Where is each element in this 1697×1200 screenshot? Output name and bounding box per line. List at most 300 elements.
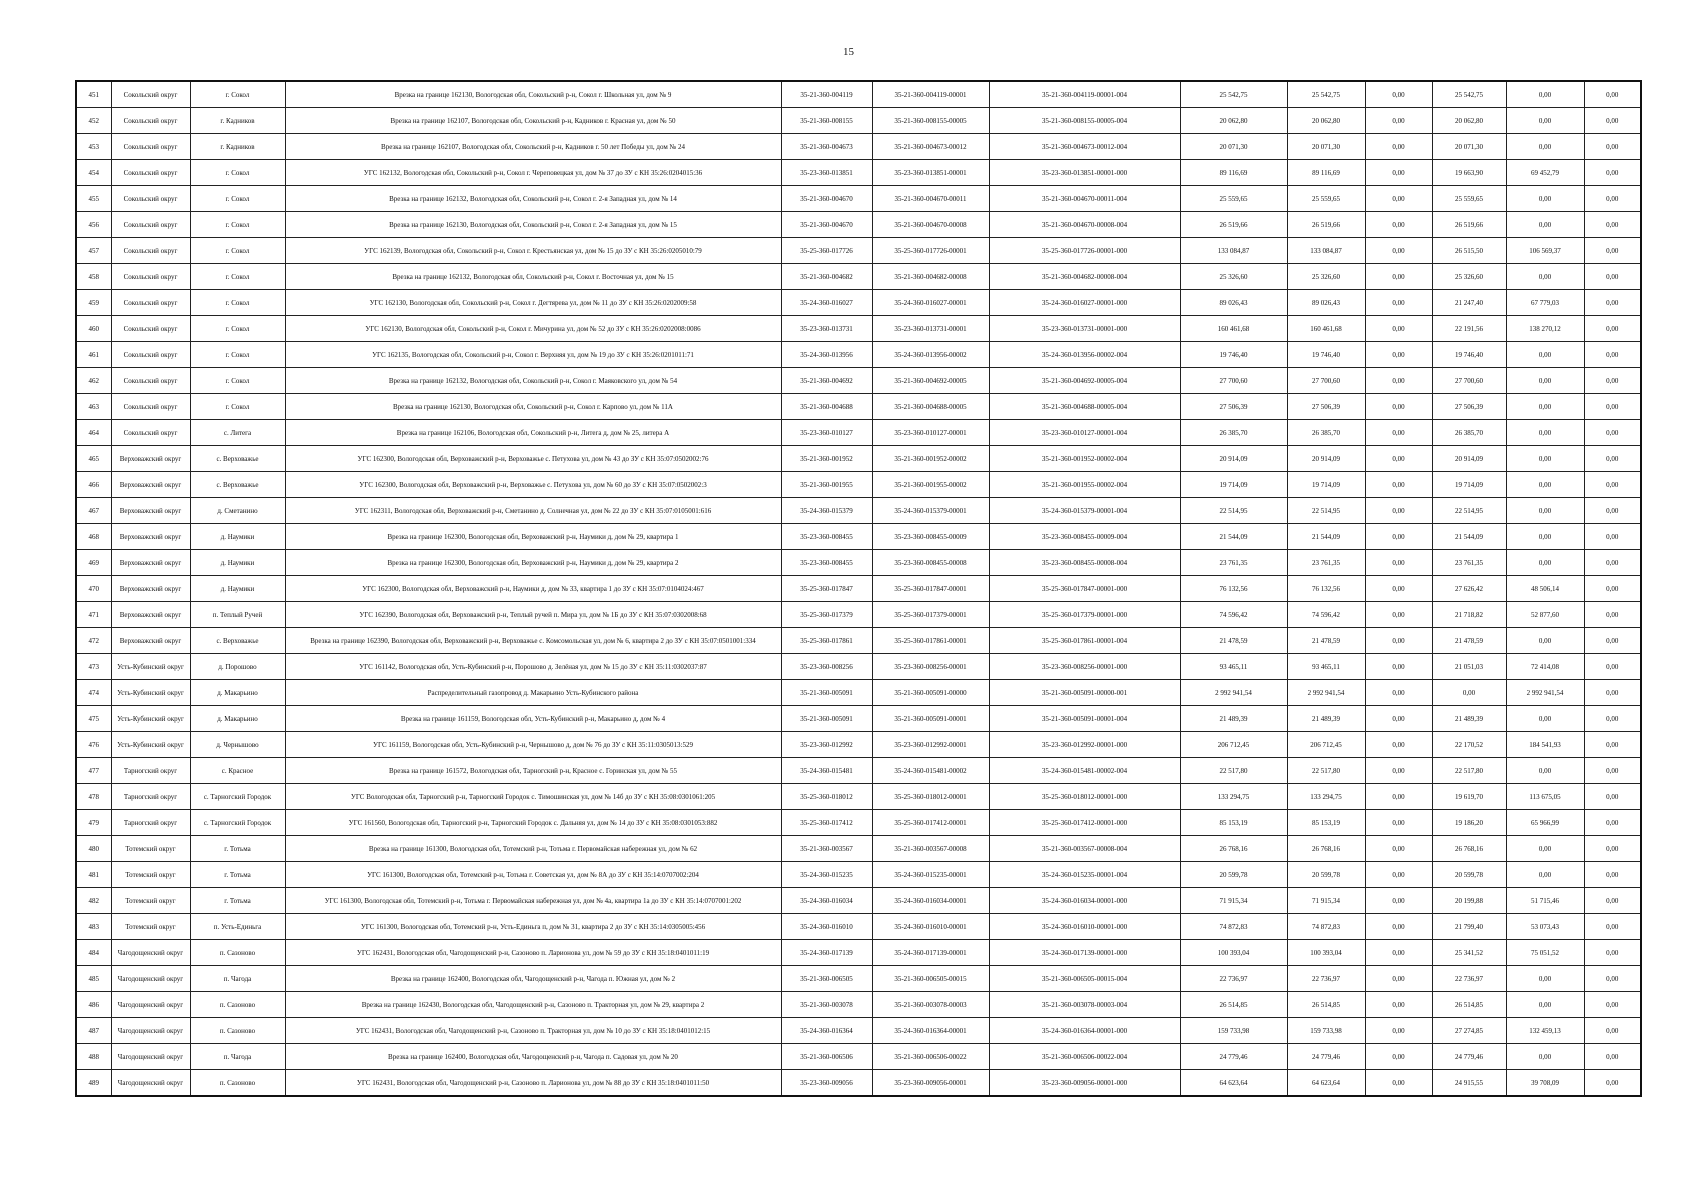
subobject-code-cell: 35-25-360-017847-00001: [872, 576, 989, 602]
work-code-cell: 35-25-360-017379-00001-000: [989, 602, 1180, 628]
cost-col-a-cell: 0,00: [1365, 888, 1432, 914]
cost-col-c-cell: 184 541,93: [1506, 732, 1584, 758]
settlement-cell: д. Наумики: [190, 550, 285, 576]
cost-col-b-cell: 21 247,40: [1432, 290, 1506, 316]
object-address-cell: УГС 162132, Вологодская обл, Сокольский р-н, Сокол г. Череповецкая ул, дом № 37 до ЗУ с КН 35:26:0204015:36: [285, 160, 781, 186]
object-address-cell: УГС 161560, Вологодская обл, Тарногский р-н, Тарногский Городок с. Дальняя ул, дом № 14 до ЗУ с КН 35:08:0301053:882: [285, 810, 781, 836]
cost-col-b-cell: 20 071,30: [1432, 134, 1506, 160]
cost-incl-cell: 26 514,85: [1287, 992, 1365, 1018]
settlement-cell: с. Верховажье: [190, 446, 285, 472]
object-code-cell: 35-25-360-018012: [781, 784, 872, 810]
cost-incl-cell: 19 746,40: [1287, 342, 1365, 368]
table-row: [76, 992, 1641, 1018]
district-cell: Усть-Кубинский округ: [111, 654, 190, 680]
object-address-cell: УГС 162431, Вологодская обл, Чагодощенский р-н, Сазоново п. Ларионова ул, дом № 59 до ЗУ с КН 35:18:0401011:19: [285, 940, 781, 966]
cost-col-a-cell: 0,00: [1365, 160, 1432, 186]
table-row: [76, 1070, 1641, 1097]
table-row: [76, 888, 1641, 914]
row-number-cell: 465: [76, 446, 111, 472]
cost-col-a-cell: 0,00: [1365, 706, 1432, 732]
cost-col-c-cell: 0,00: [1506, 524, 1584, 550]
subobject-code-cell: 35-21-360-004673-00012: [872, 134, 989, 160]
cost-col-c-cell: 72 414,08: [1506, 654, 1584, 680]
row-number-cell: 476: [76, 732, 111, 758]
subobject-code-cell: 35-23-360-013731-00001: [872, 316, 989, 342]
cost-col-b-cell: 22 736,97: [1432, 966, 1506, 992]
cost-incl-cell: 27 700,60: [1287, 368, 1365, 394]
cost-col-a-cell: 0,00: [1365, 264, 1432, 290]
total-cost-cell: 89 116,69: [1180, 160, 1287, 186]
table-row: [76, 758, 1641, 784]
work-code-cell: 35-23-360-012992-00001-000: [989, 732, 1180, 758]
object-address-cell: Врезка на границе 162132, Вологодская обл, Сокольский р-н, Сокол г. Восточная ул, дом № 15: [285, 264, 781, 290]
cost-incl-cell: 85 153,19: [1287, 810, 1365, 836]
cost-col-a-cell: 0,00: [1365, 316, 1432, 342]
cost-col-a-cell: 0,00: [1365, 342, 1432, 368]
cost-incl-cell: 20 071,30: [1287, 134, 1365, 160]
total-cost-cell: 20 071,30: [1180, 134, 1287, 160]
object-code-cell: 35-21-360-004673: [781, 134, 872, 160]
district-cell: Чагодощенский округ: [111, 992, 190, 1018]
cost-col-c-cell: 0,00: [1506, 212, 1584, 238]
total-cost-cell: 100 393,04: [1180, 940, 1287, 966]
work-code-cell: 35-21-360-004670-00011-004: [989, 186, 1180, 212]
row-number-cell: 487: [76, 1018, 111, 1044]
cost-incl-cell: 93 465,11: [1287, 654, 1365, 680]
row-number-cell: 473: [76, 654, 111, 680]
cost-col-d-cell: 0,00: [1584, 758, 1641, 784]
total-cost-cell: 19 714,09: [1180, 472, 1287, 498]
work-code-cell: 35-24-360-016027-00001-000: [989, 290, 1180, 316]
district-cell: Верховажский округ: [111, 472, 190, 498]
settlement-cell: г. Сокол: [190, 186, 285, 212]
object-code-cell: 35-24-360-015481: [781, 758, 872, 784]
object-address-cell: Врезка на границе 162400, Вологодская обл, Чагодощенский р-н, Чагода п. Южная ул, дом № 2: [285, 966, 781, 992]
cost-col-b-cell: 20 599,78: [1432, 862, 1506, 888]
cost-col-c-cell: 113 675,05: [1506, 784, 1584, 810]
work-code-cell: 35-21-360-006505-00015-004: [989, 966, 1180, 992]
cost-col-b-cell: 19 714,09: [1432, 472, 1506, 498]
cost-col-c-cell: 2 992 941,54: [1506, 680, 1584, 706]
table-row: [76, 810, 1641, 836]
cost-col-d-cell: 0,00: [1584, 784, 1641, 810]
cost-incl-cell: 21 489,39: [1287, 706, 1365, 732]
subobject-code-cell: 35-21-360-005091-00000: [872, 680, 989, 706]
work-code-cell: 35-21-360-005091-00000-001: [989, 680, 1180, 706]
cost-col-b-cell: 19 746,40: [1432, 342, 1506, 368]
cost-col-a-cell: 0,00: [1365, 914, 1432, 940]
district-cell: Сокольский округ: [111, 238, 190, 264]
object-address-cell: УГС 162300, Вологодская обл, Верховажский р-н, Верховажье с. Петухова ул, дом № 43 до ЗУ с КН 35:07:0502002:76: [285, 446, 781, 472]
total-cost-cell: 27 506,39: [1180, 394, 1287, 420]
work-code-cell: 35-24-360-015481-00002-004: [989, 758, 1180, 784]
cost-col-b-cell: 27 626,42: [1432, 576, 1506, 602]
table-row: [76, 706, 1641, 732]
cost-col-c-cell: 65 966,99: [1506, 810, 1584, 836]
cost-col-a-cell: 0,00: [1365, 524, 1432, 550]
cost-col-b-cell: 21 051,03: [1432, 654, 1506, 680]
object-address-cell: УГС 162431, Вологодская обл, Чагодощенский р-н, Сазоново п. Ларионова ул, дом № 88 до ЗУ с КН 35:18:0401011:50: [285, 1070, 781, 1097]
work-code-cell: 35-21-360-004119-00001-004: [989, 81, 1180, 108]
row-number-cell: 472: [76, 628, 111, 654]
settlement-cell: г. Кадников: [190, 108, 285, 134]
cost-col-d-cell: 0,00: [1584, 81, 1641, 108]
object-address-cell: Врезка на границе 162130, Вологодская обл, Сокольский р-н, Сокол г. Школьная ул, дом № 9: [285, 81, 781, 108]
object-address-cell: УГС 162300, Вологодская обл, Верховажский р-н, Верховажье с. Петухова ул, дом № 60 до ЗУ с КН 35:07:0502002:3: [285, 472, 781, 498]
work-code-cell: 35-24-360-016010-00001-000: [989, 914, 1180, 940]
work-code-cell: 35-25-360-017412-00001-000: [989, 810, 1180, 836]
row-number-cell: 486: [76, 992, 111, 1018]
cost-col-b-cell: 20 062,80: [1432, 108, 1506, 134]
district-cell: Сокольский округ: [111, 342, 190, 368]
cost-col-d-cell: 0,00: [1584, 108, 1641, 134]
table-row: [76, 394, 1641, 420]
district-cell: Усть-Кубинский округ: [111, 680, 190, 706]
cost-col-b-cell: 24 779,46: [1432, 1044, 1506, 1070]
row-number-cell: 489: [76, 1070, 111, 1097]
total-cost-cell: 23 761,35: [1180, 550, 1287, 576]
subobject-code-cell: 35-21-360-004670-00011: [872, 186, 989, 212]
cost-col-c-cell: 0,00: [1506, 186, 1584, 212]
settlement-cell: г. Сокол: [190, 342, 285, 368]
row-number-cell: 470: [76, 576, 111, 602]
cost-col-d-cell: 0,00: [1584, 732, 1641, 758]
cost-col-d-cell: 0,00: [1584, 966, 1641, 992]
cost-col-c-cell: 0,00: [1506, 394, 1584, 420]
table-row: [76, 472, 1641, 498]
cost-col-b-cell: 21 489,39: [1432, 706, 1506, 732]
table-row: [76, 134, 1641, 160]
district-cell: Чагодощенский округ: [111, 940, 190, 966]
cost-col-d-cell: 0,00: [1584, 316, 1641, 342]
cost-col-b-cell: 26 385,70: [1432, 420, 1506, 446]
cost-col-b-cell: 26 514,85: [1432, 992, 1506, 1018]
cost-col-c-cell: 138 270,12: [1506, 316, 1584, 342]
district-cell: Сокольский округ: [111, 160, 190, 186]
object-address-cell: УГС 162300, Вологодская обл, Верховажский р-н, Наумики д, дом № 33, квартира 1 до ЗУ с КН 35:07:0104024:467: [285, 576, 781, 602]
cost-incl-cell: 206 712,45: [1287, 732, 1365, 758]
cost-col-c-cell: 0,00: [1506, 342, 1584, 368]
row-number-cell: 467: [76, 498, 111, 524]
cost-col-b-cell: 25 341,52: [1432, 940, 1506, 966]
work-code-cell: 35-23-360-008455-00009-004: [989, 524, 1180, 550]
cost-col-d-cell: 0,00: [1584, 914, 1641, 940]
cost-col-a-cell: 0,00: [1365, 654, 1432, 680]
object-address-cell: Врезка на границе 162300, Вологодская обл, Верховажский р-н, Наумики д, дом № 29, квартира 2: [285, 550, 781, 576]
cost-col-d-cell: 0,00: [1584, 420, 1641, 446]
work-code-cell: 35-23-360-009056-00001-000: [989, 1070, 1180, 1097]
total-cost-cell: 21 489,39: [1180, 706, 1287, 732]
cost-col-d-cell: 0,00: [1584, 1044, 1641, 1070]
cost-col-d-cell: 0,00: [1584, 550, 1641, 576]
district-cell: Верховажский округ: [111, 446, 190, 472]
cost-incl-cell: 23 761,35: [1287, 550, 1365, 576]
table-row: [76, 186, 1641, 212]
cost-col-a-cell: 0,00: [1365, 966, 1432, 992]
cost-incl-cell: 64 623,64: [1287, 1070, 1365, 1097]
object-code-cell: 35-21-360-004682: [781, 264, 872, 290]
table-row: [76, 446, 1641, 472]
cost-incl-cell: 71 915,34: [1287, 888, 1365, 914]
cost-col-b-cell: 24 915,55: [1432, 1070, 1506, 1097]
work-code-cell: 35-23-360-013851-00001-000: [989, 160, 1180, 186]
row-number-cell: 481: [76, 862, 111, 888]
cost-col-d-cell: 0,00: [1584, 290, 1641, 316]
table-row: [76, 602, 1641, 628]
cost-col-d-cell: 0,00: [1584, 498, 1641, 524]
settlement-cell: д. Чернышово: [190, 732, 285, 758]
total-cost-cell: 2 992 941,54: [1180, 680, 1287, 706]
object-address-cell: Врезка на границе 162132, Вологодская обл, Сокольский р-н, Сокол г. 2-я Западная ул, дом № 14: [285, 186, 781, 212]
table-row: [76, 81, 1641, 108]
object-code-cell: 35-21-360-004692: [781, 368, 872, 394]
subobject-code-cell: 35-23-360-012992-00001: [872, 732, 989, 758]
row-number-cell: 452: [76, 108, 111, 134]
work-code-cell: 35-21-360-006506-00022-004: [989, 1044, 1180, 1070]
object-address-cell: Врезка на границе 162132, Вологодская обл, Сокольский р-н, Сокол г. Маяковского ул, дом № 54: [285, 368, 781, 394]
object-address-cell: УГС 162311, Вологодская обл, Верховажский р-н, Сметанино д. Солнечная ул, дом № 22 до ЗУ с КН 35:07:0105001:616: [285, 498, 781, 524]
cost-col-b-cell: 26 515,50: [1432, 238, 1506, 264]
object-address-cell: Врезка на границе 162107, Вологодская обл, Сокольский р-н, Кадников г. Красная ул, дом № 50: [285, 108, 781, 134]
row-number-cell: 478: [76, 784, 111, 810]
work-code-cell: 35-25-360-017847-00001-000: [989, 576, 1180, 602]
subobject-code-cell: 35-21-360-001955-00002: [872, 472, 989, 498]
work-code-cell: 35-25-360-017726-00001-000: [989, 238, 1180, 264]
row-number-cell: 474: [76, 680, 111, 706]
object-address-cell: УГС 161159, Вологодская обл, Усть-Кубинский р-н, Чернышово д, дом № 76 до ЗУ с КН 35:11:0305013:529: [285, 732, 781, 758]
subobject-code-cell: 35-24-360-015379-00001: [872, 498, 989, 524]
cost-col-d-cell: 0,00: [1584, 160, 1641, 186]
subobject-code-cell: 35-23-360-010127-00001: [872, 420, 989, 446]
cost-col-c-cell: 69 452,79: [1506, 160, 1584, 186]
work-code-cell: 35-21-360-004688-00005-004: [989, 394, 1180, 420]
cost-col-a-cell: 0,00: [1365, 238, 1432, 264]
total-cost-cell: 26 514,85: [1180, 992, 1287, 1018]
row-number-cell: 488: [76, 1044, 111, 1070]
settlement-cell: с. Верховажье: [190, 628, 285, 654]
cost-col-a-cell: 0,00: [1365, 498, 1432, 524]
table-row: [76, 576, 1641, 602]
cost-col-a-cell: 0,00: [1365, 576, 1432, 602]
object-code-cell: 35-24-360-016010: [781, 914, 872, 940]
total-cost-cell: 160 461,68: [1180, 316, 1287, 342]
total-cost-cell: 25 542,75: [1180, 81, 1287, 108]
cost-incl-cell: 25 559,65: [1287, 186, 1365, 212]
cost-col-b-cell: 20 199,88: [1432, 888, 1506, 914]
cost-col-d-cell: 0,00: [1584, 628, 1641, 654]
subobject-code-cell: 35-21-360-008155-00005: [872, 108, 989, 134]
cost-col-d-cell: 0,00: [1584, 186, 1641, 212]
subobject-code-cell: 35-21-360-006505-00015: [872, 966, 989, 992]
settlement-cell: г. Сокол: [190, 264, 285, 290]
cost-col-b-cell: 21 544,09: [1432, 524, 1506, 550]
cost-incl-cell: 20 599,78: [1287, 862, 1365, 888]
cost-col-c-cell: 0,00: [1506, 992, 1584, 1018]
district-cell: Сокольский округ: [111, 108, 190, 134]
row-number-cell: 456: [76, 212, 111, 238]
settlement-cell: г. Сокол: [190, 368, 285, 394]
cost-col-d-cell: 0,00: [1584, 888, 1641, 914]
subobject-code-cell: 35-24-360-015235-00001: [872, 862, 989, 888]
object-code-cell: 35-23-360-013851: [781, 160, 872, 186]
cost-col-d-cell: 0,00: [1584, 1018, 1641, 1044]
cost-col-d-cell: 0,00: [1584, 810, 1641, 836]
object-address-cell: УГС 162431, Вологодская обл, Чагодощенский р-н, Сазоново п. Тракторная ул, дом № 10 до ЗУ с КН 35:18:0401012:15: [285, 1018, 781, 1044]
row-number-cell: 466: [76, 472, 111, 498]
cost-col-b-cell: 22 514,95: [1432, 498, 1506, 524]
object-code-cell: 35-21-360-005091: [781, 706, 872, 732]
object-code-cell: 35-21-360-004688: [781, 394, 872, 420]
cost-incl-cell: 26 385,70: [1287, 420, 1365, 446]
subobject-code-cell: 35-23-360-009056-00001: [872, 1070, 989, 1097]
subobject-code-cell: 35-23-360-008455-00009: [872, 524, 989, 550]
subobject-code-cell: 35-21-360-005091-00001: [872, 706, 989, 732]
work-code-cell: 35-23-360-013731-00001-000: [989, 316, 1180, 342]
object-address-cell: УГС Вологодская обл, Тарногский р-н, Тарногский Городок с. Тимошинская ул, дом № 14б до ЗУ с КН 35:08:0301061:205: [285, 784, 781, 810]
district-cell: Чагодощенский округ: [111, 1044, 190, 1070]
object-code-cell: 35-24-360-017139: [781, 940, 872, 966]
cost-col-a-cell: 0,00: [1365, 394, 1432, 420]
settlement-cell: с. Литега: [190, 420, 285, 446]
cost-col-c-cell: 0,00: [1506, 706, 1584, 732]
cost-col-c-cell: 39 708,09: [1506, 1070, 1584, 1097]
cost-col-b-cell: 25 559,65: [1432, 186, 1506, 212]
settlement-cell: п. Сазоново: [190, 1018, 285, 1044]
district-cell: Сокольский округ: [111, 212, 190, 238]
cost-col-c-cell: 0,00: [1506, 628, 1584, 654]
cost-col-c-cell: 53 073,43: [1506, 914, 1584, 940]
object-address-cell: Врезка на границе 161572, Вологодская обл, Тарногский р-н, Красное с. Горинская ул, дом № 55: [285, 758, 781, 784]
table-row: [76, 108, 1641, 134]
work-code-cell: 35-21-360-001952-00002-004: [989, 446, 1180, 472]
settlement-cell: г. Сокол: [190, 316, 285, 342]
cost-incl-cell: 26 519,66: [1287, 212, 1365, 238]
object-code-cell: 35-23-360-009056: [781, 1070, 872, 1097]
work-code-cell: 35-21-360-008155-00005-004: [989, 108, 1180, 134]
settlement-cell: г. Сокол: [190, 290, 285, 316]
row-number-cell: 484: [76, 940, 111, 966]
cost-col-d-cell: 0,00: [1584, 602, 1641, 628]
settlement-cell: д. Макарьино: [190, 706, 285, 732]
cost-col-c-cell: 0,00: [1506, 134, 1584, 160]
work-code-cell: 35-24-360-015379-00001-004: [989, 498, 1180, 524]
cost-col-a-cell: 0,00: [1365, 940, 1432, 966]
cost-col-c-cell: 0,00: [1506, 1044, 1584, 1070]
subobject-code-cell: 35-24-360-017139-00001: [872, 940, 989, 966]
settlement-cell: д. Наумики: [190, 576, 285, 602]
object-address-cell: УГС 161300, Вологодская обл, Тотемский р-н, Усть-Единьга п, дом № 31, квартира 2 до ЗУ с КН 35:14:0305005:456: [285, 914, 781, 940]
work-code-cell: 35-24-360-016034-00001-000: [989, 888, 1180, 914]
total-cost-cell: 20 599,78: [1180, 862, 1287, 888]
cost-col-d-cell: 0,00: [1584, 472, 1641, 498]
subobject-code-cell: 35-21-360-004692-00005: [872, 368, 989, 394]
cost-incl-cell: 21 478,59: [1287, 628, 1365, 654]
cost-col-c-cell: 0,00: [1506, 420, 1584, 446]
cost-incl-cell: 74 596,42: [1287, 602, 1365, 628]
cost-col-c-cell: 48 506,14: [1506, 576, 1584, 602]
object-address-cell: УГС 161300, Вологодская обл, Тотемский р-н, Тотьма г. Первомайская набережная ул, дом № 4а, квартира 1а до ЗУ с КН 35:14:0707001:202: [285, 888, 781, 914]
cost-col-d-cell: 0,00: [1584, 342, 1641, 368]
settlement-cell: г. Сокол: [190, 160, 285, 186]
subobject-code-cell: 35-23-360-008256-00001: [872, 654, 989, 680]
total-cost-cell: 22 514,95: [1180, 498, 1287, 524]
total-cost-cell: 25 559,65: [1180, 186, 1287, 212]
subobject-code-cell: 35-21-360-004688-00005: [872, 394, 989, 420]
row-number-cell: 457: [76, 238, 111, 264]
cost-col-d-cell: 0,00: [1584, 446, 1641, 472]
cost-col-c-cell: 0,00: [1506, 498, 1584, 524]
cost-col-c-cell: 106 569,37: [1506, 238, 1584, 264]
subobject-code-cell: 35-23-360-013851-00001: [872, 160, 989, 186]
cost-col-a-cell: 0,00: [1365, 602, 1432, 628]
object-address-cell: УГС 162130, Вологодская обл, Сокольский р-н, Сокол г. Дегтярева ул, дом № 11 до ЗУ с КН 35:26:0202009:58: [285, 290, 781, 316]
cost-col-d-cell: 0,00: [1584, 940, 1641, 966]
settlement-cell: д. Наумики: [190, 524, 285, 550]
settlement-cell: п. Теплый Ручей: [190, 602, 285, 628]
cost-col-b-cell: 19 663,90: [1432, 160, 1506, 186]
row-number-cell: 451: [76, 81, 111, 108]
total-cost-cell: 24 779,46: [1180, 1044, 1287, 1070]
object-code-cell: 35-21-360-003567: [781, 836, 872, 862]
cost-col-d-cell: 0,00: [1584, 264, 1641, 290]
cost-incl-cell: 25 326,60: [1287, 264, 1365, 290]
table-row: [76, 1044, 1641, 1070]
cost-col-a-cell: 0,00: [1365, 1018, 1432, 1044]
total-cost-cell: 21 544,09: [1180, 524, 1287, 550]
cost-col-a-cell: 0,00: [1365, 420, 1432, 446]
cost-col-b-cell: 19 186,20: [1432, 810, 1506, 836]
object-address-cell: Врезка на границе 161159, Вологодская обл, Усть-Кубинский р-н, Макарьино д, дом № 4: [285, 706, 781, 732]
total-cost-cell: 21 478,59: [1180, 628, 1287, 654]
work-code-cell: 35-23-360-010127-00001-004: [989, 420, 1180, 446]
table-row: [76, 212, 1641, 238]
total-cost-cell: 89 026,43: [1180, 290, 1287, 316]
object-code-cell: 35-21-360-001952: [781, 446, 872, 472]
settlement-cell: г. Кадников: [190, 134, 285, 160]
cost-col-d-cell: 0,00: [1584, 1070, 1641, 1097]
object-code-cell: 35-23-360-008455: [781, 524, 872, 550]
object-code-cell: 35-25-360-017861: [781, 628, 872, 654]
subobject-code-cell: 35-25-360-017726-00001: [872, 238, 989, 264]
total-cost-cell: 26 519,66: [1180, 212, 1287, 238]
work-code-cell: 35-21-360-004673-00012-004: [989, 134, 1180, 160]
row-number-cell: 468: [76, 524, 111, 550]
total-cost-cell: 71 915,34: [1180, 888, 1287, 914]
settlement-cell: г. Тотьма: [190, 862, 285, 888]
total-cost-cell: 159 733,98: [1180, 1018, 1287, 1044]
cost-col-d-cell: 0,00: [1584, 862, 1641, 888]
cost-col-a-cell: 0,00: [1365, 446, 1432, 472]
cost-col-d-cell: 0,00: [1584, 576, 1641, 602]
total-cost-cell: 64 623,64: [1180, 1070, 1287, 1097]
cost-col-b-cell: 22 170,52: [1432, 732, 1506, 758]
object-code-cell: 35-23-360-012992: [781, 732, 872, 758]
object-address-cell: Врезка на границе 162130, Вологодская обл, Сокольский р-н, Сокол г. Карпово ул, дом № 11А: [285, 394, 781, 420]
table-row: [76, 524, 1641, 550]
settlement-cell: п. Сазоново: [190, 1070, 285, 1097]
cost-col-d-cell: 0,00: [1584, 524, 1641, 550]
row-number-cell: 464: [76, 420, 111, 446]
page-number: 15: [843, 46, 854, 58]
table-row: [76, 680, 1641, 706]
cost-col-b-cell: 0,00: [1432, 680, 1506, 706]
settlement-cell: п. Чагода: [190, 1044, 285, 1070]
cost-incl-cell: 19 714,09: [1287, 472, 1365, 498]
district-cell: Тарногский округ: [111, 758, 190, 784]
cost-col-a-cell: 0,00: [1365, 992, 1432, 1018]
object-code-cell: 35-21-360-005091: [781, 680, 872, 706]
cost-col-a-cell: 0,00: [1365, 81, 1432, 108]
